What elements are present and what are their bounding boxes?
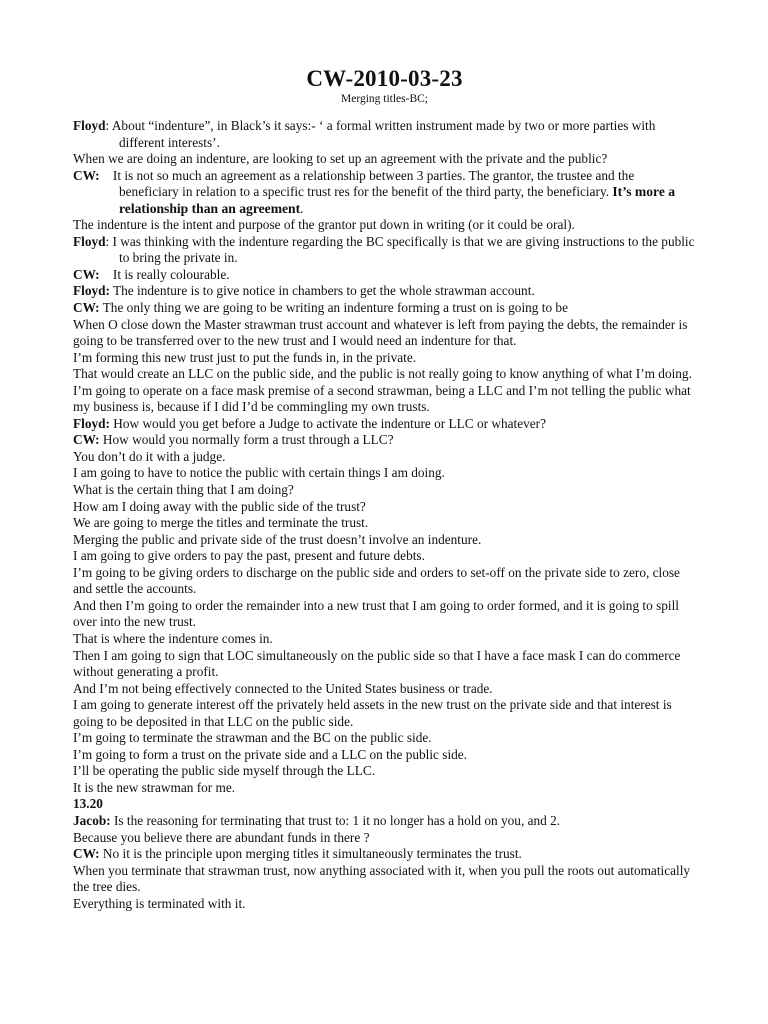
transcript-line: I’m going to be giving orders to discharge on the public side and orders to set-off on the private side to zero, close and settle the accounts. xyxy=(73,564,680,597)
transcript-line: What is the certain thing that I am doing? xyxy=(73,482,294,498)
transcript-line: When you terminate that strawman trust, now anything associated with it, when you pull the roots out automatically the tree dies. xyxy=(73,862,691,895)
speaker-label: Floyd: xyxy=(73,415,110,431)
line-text: How would you normally form a trust through a LLC? xyxy=(102,432,394,448)
transcript-line xyxy=(73,267,696,284)
transcript-line: I’m going to terminate the strawman and the BC on the public side. xyxy=(73,730,432,746)
transcript-line: And then I’m going to order the remainder into a new trust that I am going to order formed, and it is going to spill over into the new trust. xyxy=(73,597,679,630)
speaker-label: Floyd xyxy=(73,118,106,133)
line-text: The only thing we are going to be writing an indenture forming a trust on is going to be xyxy=(102,300,568,316)
transcript-line: I’m forming this new trust just to put the funds in, in the private. xyxy=(73,349,417,365)
document-title: CW-2010-03-23 xyxy=(306,66,463,91)
speaker-label: CW: xyxy=(73,432,100,448)
line-text: Is the reasoning for terminating that trust to: 1 it no longer has a hold on you, and 2. xyxy=(114,812,561,828)
transcript-line: CW: It is not so much an agreement as a relationship between 3 parties. The grantor, the trustee and the beneficiary in relation to a specific trust res for the benefit of the third party, the beneficiary. It’s more a relationship than an agreement. xyxy=(73,167,676,216)
transcript-line: It is the new strawman for me. xyxy=(73,779,236,795)
transcript-line: When O close down the Master strawman trust account and whatever is left from paying the debts, the remainder is going to be transferred over to the new trust and I would need an indenture for that. xyxy=(73,316,688,349)
speaker-label: Floyd: xyxy=(73,283,110,299)
transcript-body xyxy=(73,118,696,912)
transcript-line: The indenture is the intent and purpose of the grantor put down in writing (or it could be oral). xyxy=(73,217,575,233)
speaker-label: CW: xyxy=(73,167,100,183)
transcript-line: I am going to generate interest off the privately held assets in the new trust on the private side and that interest is going to be deposited in that LLC on the public side. xyxy=(73,697,672,729)
transcript-line: Then I am going to sign that LOC simultaneously on the public side so that I have a face mask I can do commerce without generating a profit. xyxy=(73,647,681,680)
transcript-line: That would create an LLC on the public side, and the public is not really going to know anything of what I’m doing. xyxy=(73,366,692,382)
line-text: It is really colourable. xyxy=(112,266,230,282)
transcript-line: Merging the public and private side of the trust doesn’t involve an indenture. xyxy=(73,531,482,547)
transcript-line xyxy=(73,846,696,863)
transcript-line xyxy=(73,300,696,317)
transcript-line xyxy=(73,283,696,300)
transcript-line: Because you believe there are abundant funds in there ? xyxy=(73,829,370,845)
line-text: I was thinking with the indenture regarding the BC specifically is that we are giving instructions to the public to bring the private in. xyxy=(112,233,695,266)
transcript-line: I’m going to operate on a face mask premise of a second strawman, being a LLC and I’m not telling the public what my business is, because if I did I’d be commingling my own trusts. xyxy=(73,382,691,415)
speaker-label: Jacob: xyxy=(73,812,111,828)
speaker-label: CW: xyxy=(73,266,100,282)
transcript-line: How am I doing away with the public side of the trust? xyxy=(73,498,366,514)
transcript-line xyxy=(73,813,696,830)
transcript-line xyxy=(73,416,696,433)
document-subtitle: Merging titles-BC; xyxy=(341,93,428,105)
transcript-line: Floyd: About “indenture”, in Black’s it says:- ‘ a formal written instrument made by two or more parties with different interests’. xyxy=(73,118,656,150)
transcript-line: Everything is terminated with it. xyxy=(73,895,246,911)
transcript-line: I’ll be operating the public side myself through the LLC. xyxy=(73,763,376,779)
timestamp-heading: 13.20 xyxy=(73,796,103,812)
line-text: The indenture is to give notice in chambers to get the whole strawman account. xyxy=(113,283,535,299)
transcript-line: We are going to merge the titles and terminate the trust. xyxy=(73,515,369,531)
emphasis-text: It’s more a relationship than an agreement xyxy=(119,184,676,216)
line-text: It is not so much an agreement as a relationship between 3 parties. The grantor, the trustee and the beneficiary in relation to a specific trust res for the benefit of the third party, the beneficiary. xyxy=(112,167,635,200)
line-text: How would you get before a Judge to activate the indenture or LLC or whatever? xyxy=(113,415,547,431)
transcript-line: I am going to give orders to pay the past, present and future debts. xyxy=(73,548,425,564)
transcript-line: Floyd: I was thinking with the indenture regarding the BC specifically is that we are giving instructions to the public to bring the private in. xyxy=(73,233,695,266)
transcript-line: And I’m not being effectively connected to the United States business or trade. xyxy=(73,680,493,696)
speaker-label: CW: xyxy=(73,300,100,316)
speaker-label: Floyd xyxy=(73,233,106,249)
transcript-line: When we are doing an indenture, are looking to set up an agreement with the private and the public? xyxy=(73,151,608,167)
line-text: About “indenture”, in Black’s it says:- ‘ a formal written instrument made by two or more parties with different interests’. xyxy=(111,118,656,150)
transcript-line xyxy=(73,432,696,449)
transcript-line: I’m going to form a trust on the private side and a LLC on the public side. xyxy=(73,746,468,762)
transcript-line: You don’t do it with a judge. xyxy=(73,448,226,464)
transcript-line: That is where the indenture comes in. xyxy=(73,630,273,646)
line-text: No it is the principle upon merging titles it simultaneously terminates the trust. xyxy=(102,846,522,862)
transcript-line: I am going to have to notice the public with certain things I am doing. xyxy=(73,465,445,481)
speaker-label: CW: xyxy=(73,846,100,862)
